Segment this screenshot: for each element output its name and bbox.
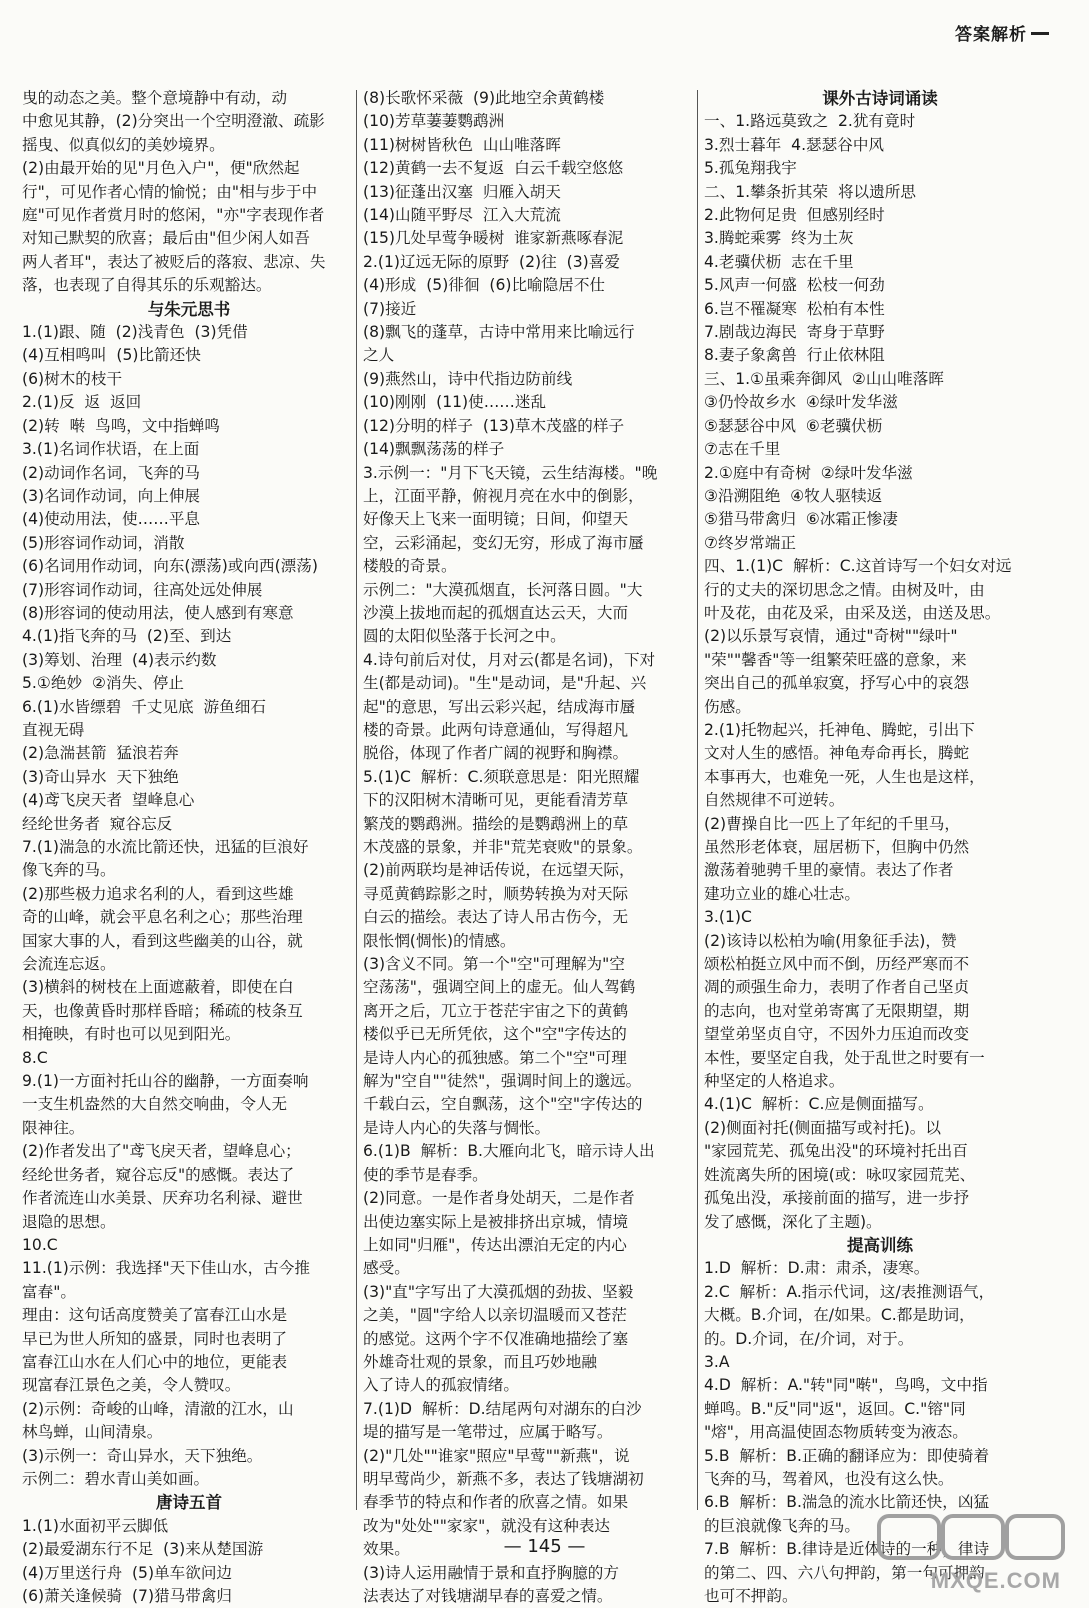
answer-line: 楼似乎已无所凭依，这个"空"字传达的: [363, 1025, 627, 1044]
answer-line: 行的丈夫的深切思念之情。由树及叶，由: [704, 580, 985, 599]
answer-line: (4)形成 (5)徘徊 (6)比喻隐居不仕: [363, 276, 606, 295]
answer-line: 入了诗人的孤寂情绪。: [363, 1376, 519, 1395]
answer-line: 二、1.攀条折其荣 将以遗所思: [704, 182, 916, 201]
answer-line: 白云的描绘。表达了诗人吊古伤今，无: [363, 908, 629, 927]
answer-line: 本事再大，也难免一死，人生也是这样，: [704, 767, 985, 786]
answer-line: 5.风声一何盛 松枝一何劲: [704, 276, 885, 295]
answer-line: 空荡荡"，强调空间上的虚无。仙人驾鹤: [363, 978, 636, 997]
answer-line: 解为"空自""徒然"，强调时间上的邈远。: [363, 1072, 642, 1091]
answer-line: 一、1.路远莫致之 2.犹有竟时: [704, 112, 916, 131]
answer-line: (4)互相鸣叫 (5)比箭还快: [22, 346, 201, 365]
answer-line: (3)名词作动词，向上伸展: [22, 486, 201, 505]
watermark-text: MXQE.COM: [930, 1568, 1061, 1593]
answer-line: 2.此物何足贵 但感别经时: [704, 206, 885, 225]
answer-line: 退隐的思想。: [22, 1212, 116, 1231]
answer-line: ⑦终岁常端正: [704, 533, 796, 552]
answer-line: (3)诗人运用融情于景和直抒胸臆的方: [363, 1563, 619, 1582]
answer-line: 7.(1)D 解析：D.结尾两句对湖东的白沙: [363, 1399, 642, 1418]
answer-line: (4)万里送行舟 (5)单车欲问边: [22, 1563, 233, 1582]
answer-line: 叶及花，由花及采，由采及送，由送及思。: [704, 603, 1001, 622]
answer-line: 2.C 解析：A.指示代词，这/表推测语气，: [704, 1282, 995, 1301]
answer-line: 效果。: [363, 1540, 410, 1559]
answer-line: ③仍怜故乡水 ④绿叶发华滋: [704, 393, 898, 412]
answer-line: 3.(1)C: [704, 908, 752, 927]
answer-line: (2)侧面衬托(侧面描写或衬托)。以: [704, 1118, 941, 1137]
answer-line: 也可不押韵。: [704, 1587, 798, 1605]
answer-line: 三、1.①虽乘奔御风 ②山山唯落晖: [704, 369, 944, 388]
answer-line: 落，也表现了自得其乐的乐观豁达。: [22, 276, 272, 295]
answer-line: (4)鸢飞戾天者 望峰息心: [22, 791, 195, 810]
answer-line: 伤感。: [704, 697, 751, 716]
answer-line: (5)形容词作动词，消散: [22, 533, 185, 552]
answer-line: 姓流离失所的困境(或：咏叹家园荒芜、: [704, 1165, 976, 1184]
answer-line: 庭"可见作者赏月时的悠闲，"亦"字表现作者: [22, 206, 325, 225]
answer-line: (2)前两联均是神话传说，在远望天际，: [363, 861, 635, 880]
answer-line: 4.D 解析：A."转"同"啭"，鸟鸣，文中指: [704, 1376, 988, 1395]
answer-line: (2)以乐景写哀情，通过"奇树""绿叶": [704, 627, 958, 646]
answer-line: 法表达了对钱塘湖早春的喜爱之情。: [363, 1587, 613, 1605]
answer-line: 限神往。: [22, 1118, 85, 1137]
answer-line: 作者流连山水美景、厌弃功名利禄、避世: [22, 1189, 303, 1208]
answer-line: 生(都是动词)。"生"是动词，是"升起、兴: [363, 674, 647, 693]
answer-line: 8.C: [22, 1048, 48, 1067]
answer-line: (3)含义不同。第一个"空"可理解为"空: [363, 955, 625, 974]
answer-line: (14)飘飘荡荡的样子: [363, 440, 505, 459]
answer-line: 激荡着驰骋千里的豪情。表达了作者: [704, 861, 954, 880]
answer-line: 限怅惘(惆怅)的情感。: [363, 931, 516, 950]
answer-line: "荣""馨香"等一组繁荣旺盛的意象，来: [704, 650, 967, 669]
answer-line: 6.(1)B 解析：B.大雁向北飞，暗示诗人出: [363, 1142, 655, 1161]
answer-line: 突出自己的孤单寂寞，抒写心中的哀怨: [704, 674, 970, 693]
answer-column-middle: [363, 87, 697, 1608]
answer-line: (2)由最开始的见"月色入户"，便"欣然起: [22, 159, 300, 178]
answer-line: 的。D.介词，在/介词，对于。: [704, 1329, 914, 1348]
answer-line: 使的季节是春季。: [363, 1165, 488, 1184]
answer-line: (8)长歌怀采薇 (9)此地空余黄鹤楼: [363, 89, 605, 107]
answer-line: (12)分明的样子 (13)草木茂盛的样子: [363, 416, 625, 435]
answer-line: (2)同意。一是作者身处胡天，二是作者: [363, 1189, 635, 1208]
answer-line: 虽然形老体衰，屈居枥下，但胸中仍然: [704, 838, 970, 856]
answer-column-right: [704, 87, 1056, 1608]
answer-line: 两人者耳"，表达了被贬后的落寂、悲凉、失: [22, 252, 326, 271]
answer-line: 下的汉阳树木清晰可见，更能看清芳草: [363, 791, 629, 810]
answer-line: (2)该诗以松柏为喻(用象征手法)，赞: [704, 931, 957, 950]
answer-line: 3.(1)名词作状语，在上面: [22, 440, 200, 459]
answer-line: 行"，可见作者心情的愉悦；由"相与步于中: [22, 182, 318, 201]
answer-line: 寻觅黄鹤踪影之时，顺势转换为对天际: [363, 884, 629, 903]
answer-line: 1.(1)水面初平云脚低: [22, 1516, 169, 1535]
answer-line: 示例二：碧水青山美如画。: [22, 1469, 210, 1488]
answer-line: (2)动词作名词，飞奔的马: [22, 463, 201, 482]
answer-line: 经纶世务者，窥谷忘反"的感慨。表达了: [22, 1165, 295, 1184]
answer-line: 7.B 解析：B.律诗是近体诗的一种，律诗: [704, 1540, 990, 1559]
answer-line: 的第二、四、六八句押韵，第一句可押韵: [704, 1563, 985, 1582]
answer-line: 3.烈士暮年 4.瑟瑟谷中风: [704, 135, 885, 154]
answer-line: 1.(1)跟、随 (2)浅青色 (3)凭借: [22, 323, 248, 342]
answer-line: 圆的太阳似坠落于长河之中。: [363, 627, 566, 646]
section-heading: 提高训练: [847, 1235, 913, 1255]
answer-line: 好像天上飞来一面明镜；日间，仰望天: [363, 510, 629, 529]
answer-line: 2.(1)反 返 返回: [22, 393, 142, 412]
answer-line: 感受。: [363, 1259, 410, 1278]
answer-line: 2.(1)辽远无际的原野 (2)往 (3)喜爱: [363, 252, 620, 271]
answer-line: 中愈见其静，(2)分突出一个空明澄澈、疏影: [22, 112, 325, 131]
answer-line: (9)燕然山，诗中代指边防前线: [363, 369, 573, 388]
answer-line: 6.B 解析：B.湍急的流水比箭还快，凶猛: [704, 1493, 990, 1512]
answer-line: 奇的山峰，就会平息名利之心；那些治理: [22, 908, 303, 927]
answer-line: 现富春江景色之美，令人赞叹。: [22, 1376, 241, 1395]
answer-column-left: [22, 87, 356, 1608]
answer-line: 起"的意思，写出云彩兴起，结成海市蜃: [363, 697, 636, 716]
answer-line: 大概。B.介词，在/如果。C.都是助词，: [704, 1306, 975, 1325]
answer-line: ③沿溯阻绝 ④牧人驱犊返: [704, 486, 883, 505]
answer-line: (2)"几处""谁家"照应"早莺""新燕"，说: [363, 1446, 630, 1465]
answer-line: 楼的奇景。此两句诗意通仙，写得超凡: [363, 720, 629, 739]
answer-line: 4.诗句前后对仗，月对云(都是名词)，下对: [363, 650, 656, 669]
answer-line: 沙漠上拔地而起的孤烟直达云天，大而: [363, 603, 629, 622]
answer-line: (3)横斜的树枝在上面遮蔽着，即使在白: [22, 978, 294, 997]
answer-line: 离开之后，兀立于苍茫宇宙之下的黄鹤: [363, 1001, 629, 1020]
answer-line: 的感觉。这两个字不仅准确地描绘了塞: [363, 1329, 629, 1348]
answer-line: 凋的顽强生命力，表明了作者自己坚贞: [704, 978, 970, 997]
answer-line: 天，也像黄昏时那样昏暗；稀疏的枝条互: [22, 1001, 303, 1020]
answer-line: 11.(1)示例：我选择"天下佳山水，古今推: [22, 1259, 310, 1278]
answer-line: (14)山随平野尽 江入大荒流: [363, 206, 561, 225]
answer-line: 2.(1)托物起兴，托神龟、腾蛇，引出下: [704, 720, 975, 739]
answer-line: 曳的动态之美。整个意境静中有动，动: [22, 89, 288, 107]
answer-line: 种坚定的人格追求。: [704, 1072, 845, 1091]
answer-line: 木茂盛的景象，并非"荒芜衰败"的景象。: [363, 838, 643, 856]
answer-line: 7.剧哉边海民 寄身于草野: [704, 323, 885, 342]
answer-line: (2)作者发出了"鸢飞戾天者，望峰息心；: [22, 1142, 301, 1161]
page-number: — 145 —: [503, 1536, 586, 1557]
answer-line: 上，江面平静，俯视月亮在水中的倒影，: [363, 486, 644, 505]
answer-line: 经纶世务者 窥谷忘反: [22, 814, 173, 833]
answer-line: 改为"处处""家家"，就没有这种表达: [363, 1516, 611, 1535]
answer-line: 堤的描写是一笔带过，应属于略写。: [363, 1423, 613, 1442]
answer-line: ⑤猎马带禽归 ⑥冰霜正惨凄: [704, 510, 898, 529]
answer-line: (4)使动用法，使……平息: [22, 510, 201, 529]
column-divider: [356, 90, 357, 1510]
answer-line: 发了感慨，深化了主题)。: [704, 1212, 882, 1231]
answer-line: 理由：这句话高度赞美了富春江山水是: [22, 1306, 288, 1325]
answer-line: 是诗人内心的孤独感。第二个"空"可理: [363, 1048, 627, 1067]
answer-line: (7)形容词作动词，往高处远处伸展: [22, 580, 263, 599]
answer-line: "家园荒芜、孤兔出没"的环境衬托出百: [704, 1142, 968, 1161]
answer-line: (15)几处早莺争暖树 谁家新燕啄春泥: [363, 229, 624, 248]
answer-line: 4.老骥伏枥 志在千里: [704, 252, 854, 271]
answer-line: (2)曹操自比一匹上了年纪的千里马，: [704, 814, 960, 833]
answer-line: 1.D 解析：D.肃：肃杀，凄寒。: [704, 1259, 930, 1278]
answer-line: 10.C: [22, 1235, 58, 1254]
answer-line: (10)刚刚 (11)使……迷乱: [363, 393, 547, 412]
answer-line: 8.妻子象禽兽 行止依林阻: [704, 346, 885, 365]
answer-line: 6.岂不罹凝寒 松柏有本性: [704, 299, 885, 318]
answer-line: (8)形容词的使动用法，使人感到有寒意: [22, 603, 294, 622]
answer-line: 颂松柏挺立风中而不倒，历经严寒而不: [704, 955, 970, 974]
answer-line: 直视无碍: [22, 720, 85, 739]
answer-line: "熔"，用高温使固态物质转变为液态。: [704, 1423, 968, 1442]
answer-line: 早已为世人所知的盛景，同时也表明了: [22, 1329, 288, 1348]
column-divider: [697, 90, 698, 1510]
answer-line: ⑦志在千里: [704, 440, 781, 459]
answer-line: 2.①庭中有奇树 ②绿叶发华滋: [704, 463, 913, 482]
answer-line: (13)征蓬出汉塞 归雁入胡天: [363, 182, 561, 201]
answer-line: 本性，要坚定自我，处于乱世之时要有一: [704, 1048, 985, 1067]
section-heading: 课外古诗词诵读: [822, 89, 938, 108]
answer-line: 文对人生的感悟。神龟寿命再长，腾蛇: [704, 744, 970, 763]
answer-line: 出使边塞实际上是被排挤出京城，情境: [363, 1212, 629, 1231]
answer-line: (3)示例一：奇山异水，天下独绝。: [22, 1446, 263, 1465]
answer-line: 国家大事的人，看到这些幽美的山谷，就: [22, 931, 303, 950]
answer-line: 5.(1)C 解析：C.须联意思是：阳光照耀: [363, 767, 640, 786]
header-title: 答案解析: [955, 25, 1027, 45]
answer-line: 会流连忘返。: [22, 955, 116, 974]
answer-line: 3.示例一："月下飞天镜，云生结海楼。"晚: [363, 463, 658, 482]
answer-line: (2)转 啭 鸟鸣，文中指蝉鸣: [22, 416, 220, 435]
answer-line: 建功立业的雄心壮志。: [704, 884, 860, 903]
answer-line: ⑤瑟瑟谷中风 ⑥老骥伏枥: [704, 416, 883, 435]
answer-line: 上如同"归雁"，传达出漂泊无定的内心: [363, 1235, 627, 1254]
answer-line: 之人: [363, 346, 395, 365]
answer-line: (2)示例：奇峻的山峰，清澈的江水，山: [22, 1399, 294, 1418]
answer-line: 自然规律不可逆转。: [704, 791, 845, 810]
answer-line: 一支生机盎然的大自然交响曲，令人无: [22, 1095, 288, 1114]
header-rule: [1031, 32, 1049, 35]
answer-line: 千载白云，空自飘荡，这个"空"字传达的: [363, 1095, 643, 1114]
answer-line: 7.(1)湍急的水流比箭还快，迅猛的巨浪好: [22, 838, 309, 856]
answer-line: 5.B 解析：B.正确的翻译应为：即使骑着: [704, 1446, 990, 1465]
answer-line: (10)芳草萋萋鹦鹉洲: [363, 112, 505, 131]
answer-line: (3)"直"字写出了大漠孤烟的劲拔、坚毅: [363, 1282, 634, 1301]
answer-line: 6.(1)水皆缥碧 千丈见底 游鱼细石: [22, 697, 266, 716]
answer-line: 对知己默契的欣喜；最后由"但少闲人如吾: [22, 229, 310, 248]
answer-line: (8)飘飞的蓬草，古诗中常用来比喻远行: [363, 323, 635, 342]
answer-line: 的志向，也对堂弟寄寓了无限期望，期: [704, 1001, 970, 1020]
answer-line: 外雄奇壮观的景象，而且巧妙地融: [363, 1352, 597, 1371]
answer-line: (3)筹划、治理 (4)表示约数: [22, 650, 217, 669]
answer-line: 的巨浪就像飞奔的马。: [704, 1516, 860, 1535]
answer-line: 飞奔的马，驾着风，也没有这么快。: [704, 1469, 954, 1488]
answer-line: 繁茂的鹦鹉洲。描绘的是鹦鹉洲上的草: [363, 814, 629, 833]
answer-line: (3)奇山异水 天下独绝: [22, 767, 179, 786]
section-heading: 唐诗五首: [156, 1493, 222, 1513]
answer-line: 像飞奔的马。: [22, 861, 116, 880]
answer-line: 蝉鸣。B."反"同"返"，返回。C."镕"同: [704, 1399, 966, 1418]
answer-line: 空，云彩涌起，变幻无穷，形成了海市蜃: [363, 533, 644, 552]
answer-line: 是诗人内心的失落与惆怅。: [363, 1118, 551, 1137]
answer-line: 示例二："大漠孤烟直，长河落日圆。"大: [363, 580, 643, 599]
answer-line: 孤兔出没，承接前面的描写，进一步抒: [704, 1189, 970, 1208]
answer-line: (2)那些极力追求名利的人，看到这些雄: [22, 884, 294, 903]
answer-line: 富春"。: [22, 1282, 76, 1301]
answer-line: 4.(1)C 解析：C.应是侧面描写。: [704, 1095, 934, 1114]
answer-line: 相掩映，有时也可以见到阳光。: [22, 1025, 241, 1044]
answer-line: 富春江山水在人们心中的地位，更能表: [22, 1352, 288, 1371]
answer-line: 5.孤兔翔我宇: [704, 159, 797, 178]
answer-line: 楼般的奇景。: [363, 557, 457, 576]
page-header: [0, 0, 1089, 80]
answer-line: 之美，"圆"字给人以亲切温暖而又苍茫: [363, 1306, 627, 1325]
answer-line: 四、1.(1)C 解析：C.这首诗写一个妇女对远: [704, 557, 1012, 576]
answer-line: 明早莺尚少，新燕不多，表达了钱塘湖初: [363, 1469, 644, 1488]
answer-line: (12)黄鹤一去不复返 白云千载空悠悠: [363, 159, 624, 178]
answer-line: 9.(1)一方面衬托山谷的幽静，一方面奏响: [22, 1072, 309, 1091]
answer-line: (6)名词用作动词，向东(漂荡)或向西(漂荡): [22, 557, 318, 576]
answer-line: 5.①绝妙 ②消失、停止: [22, 674, 184, 693]
answer-line: 脱俗，体现了作者广阔的视野和胸襟。: [363, 744, 629, 763]
answer-line: 春季节的特点和作者的欣喜之情。如果: [363, 1493, 629, 1512]
answer-line: 3.A: [704, 1352, 730, 1371]
answer-line: 3.腾蛇乘雾 终为土灰: [704, 229, 854, 248]
answer-line: (7)接近: [363, 299, 417, 318]
answer-line: 望堂弟坚贞自守，不因外力压迫而改变: [704, 1025, 970, 1044]
section-heading: 与朱元思书: [147, 299, 231, 319]
answer-line: 4.(1)指飞奔的马 (2)至、到达: [22, 627, 232, 646]
answer-line: 林鸟蝉，山间清泉。: [22, 1423, 163, 1442]
answer-line: (2)急湍甚箭 猛浪若奔: [22, 744, 179, 763]
answer-line: 摇曳、似真似幻的美妙境界。: [22, 135, 225, 154]
answer-line: (11)树树皆秋色 山山唯落晖: [363, 135, 561, 154]
answer-line: (2)最爱湖东行不足 (3)来从楚国游: [22, 1540, 264, 1559]
answer-line: (6)萧关逢候骑 (7)猎马带禽归: [22, 1587, 233, 1605]
answer-line: (6)树木的枝干: [22, 369, 123, 388]
